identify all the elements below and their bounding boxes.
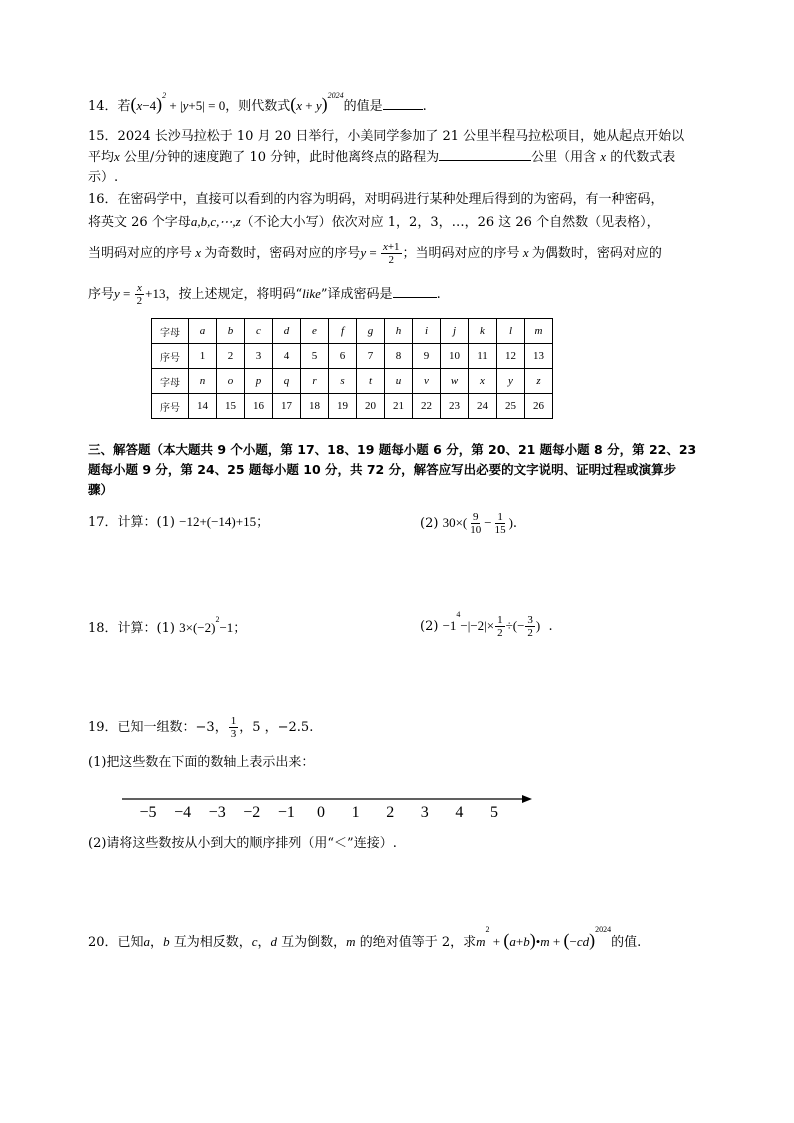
table-cell: g (357, 319, 385, 344)
table-cell: t (357, 369, 385, 394)
answer-blank[interactable] (439, 148, 531, 161)
table-cell: 16 (245, 394, 273, 419)
q14-suffix: 的值是 (343, 99, 383, 114)
tick-label: 0 (317, 804, 325, 821)
table-cell: o (217, 369, 245, 394)
table-cell: h (385, 319, 413, 344)
table-cell: r (301, 369, 329, 394)
q14-condition: $(x-4)^2 + |y+5| = 0$ (130, 91, 226, 114)
table-cell: 21 (385, 394, 413, 419)
table-cell: 9 (413, 344, 441, 369)
table-cell: 8 (385, 344, 413, 369)
tick-label: 2 (386, 804, 395, 821)
row-header: 字母 (152, 319, 189, 344)
table-cell: 6 (329, 344, 357, 369)
table-cell: 2 (217, 344, 245, 369)
cipher-table (151, 318, 553, 419)
table-cell: 3 (245, 344, 273, 369)
tick-label: 1 (351, 804, 360, 821)
table-cell: 15 (217, 394, 245, 419)
table-cell: 1 (189, 344, 217, 369)
plaintext-word: like (302, 286, 321, 301)
table-cell: f (329, 319, 357, 344)
question-18-part2: $(2) -1^4-|-2|\times$ $\frac{1}{2}$ ÷(− $\frac{3}{2}$ ) . (420, 610, 553, 639)
q17-expr-1: −12+(−14)+15 (179, 514, 257, 529)
table-cell: k (469, 319, 497, 344)
tick-label: −5 (139, 804, 157, 821)
table-cell: 14 (189, 394, 217, 419)
table-cell: e (301, 319, 329, 344)
table-cell: j (441, 319, 469, 344)
table-cell: 7 (357, 344, 385, 369)
question-17-part2: (2) 30×( $\frac{9}{10}$ − $\frac{1}{15}$ ). (420, 511, 518, 536)
table-cell: i (413, 319, 441, 344)
table-cell: u (385, 369, 413, 394)
table-cell: x (469, 369, 497, 394)
table-row (152, 369, 553, 394)
row-header: 序号 (152, 394, 189, 419)
table-cell: c (245, 319, 273, 344)
tick-label: 5 (490, 804, 498, 821)
table-cell: 11 (469, 344, 497, 369)
table-cell: 4 (273, 344, 301, 369)
table-cell: 24 (469, 394, 497, 419)
table-cell: l (497, 319, 525, 344)
table-cell: p (245, 369, 273, 394)
tick-label: −1 (277, 804, 295, 821)
table-cell: s (329, 369, 357, 394)
question-19: 19．已知一组数：−3， $\frac{1}{3}$ ，5 ，−2.5. (88, 715, 314, 740)
table-cell: 23 (441, 394, 469, 419)
q18-expr-1: 3×(−2) (179, 620, 216, 635)
table-cell: 17 (273, 394, 301, 419)
question-18: 18．计算：(1) $3\times(-2)^2-1$； (88, 615, 247, 636)
table-cell: z (525, 369, 553, 394)
answer-blank[interactable] (393, 285, 437, 298)
table-row (152, 344, 553, 369)
table-cell: y (497, 369, 525, 394)
table-cell: 12 (497, 344, 525, 369)
table-cell: a (189, 319, 217, 344)
question-16: 16．在密码学中，直接可以看到的内容为明码，对明码进行某种处理后得到的为密码，有一种密码， 将英文 26 个字母a,b,c,⋯,z（不论大小写）依次对应 1，2，3，…，26 这 26 个自然数（见表格）， 当明码对应的序号 x 为奇数时，密码对应的序号y = $\frac{x+1}{2}$ ；当明码对应的序号 x 为偶数时，密码对应的 序号y = $\frac{x}{2}$ +13，按上述规定，将明码“like”译成密码是 . (88, 192, 664, 307)
tick-label: −3 (208, 804, 226, 821)
table-cell: 25 (497, 394, 525, 419)
tick-label: −2 (243, 804, 261, 821)
table-cell: q (273, 369, 301, 394)
q19-part2: (2)请将这些数按从小到大的顺序排列（用“＜”连接）. (88, 836, 397, 851)
table-cell: 13 (525, 344, 553, 369)
question-20: 20．已知a，b 互为相反数，c，d 互为倒数，m 的绝对值等于 2，求$m^2$ + (a+b)•m + $(-cd)^{2024}$的值. (88, 925, 642, 950)
table-cell: w (441, 369, 469, 394)
fraction: $\frac{x+1}{2}$ (382, 241, 400, 266)
table-cell: 5 (301, 344, 329, 369)
table-cell: d (273, 319, 301, 344)
question-14: 14．若$(x-4)^2 + |y+5| = 0$，则代数式$(x + y)^{2024}$的值是 . (88, 91, 427, 114)
question-15: 15．2024 长沙马拉松于 10 月 20 日举行，小美同学参加了 21 公里半程马拉松项目，她从起点开始以 平均x 公里/分钟的速度跑了 10 分钟，此时他离终点的路程为 公里（用含 x 的代数式表 示）. (88, 129, 685, 185)
table-cell: b (217, 319, 245, 344)
tick-label: 3 (420, 804, 429, 821)
section-3-heading: 三、解答题（本大题共 9 个小题，第 17、18、19 题每小题 6 分，第 20、21 题每小题 8 分，第 22、23 题每小题 9 分，第 24、25 题每小题 10 分，共 72 分，解答应写出必要的文字说明、证明过程或演算步 骤） (88, 442, 697, 497)
table-row (152, 319, 553, 344)
table-cell: 10 (441, 344, 469, 369)
table-row (152, 394, 553, 419)
table-cell: v (413, 369, 441, 394)
tick-label: −4 (174, 804, 192, 821)
question-17: 17．计算：(1) −12+(−14)+15； (88, 514, 270, 530)
q14-prefix: 14．若 (88, 99, 131, 114)
q19-part1: (1)把这些数在下面的数轴上表示出来： (88, 755, 315, 770)
row-header: 字母 (152, 369, 189, 394)
fraction: $\frac{x}{2}$ (136, 282, 143, 307)
table-cell: 18 (301, 394, 329, 419)
table-cell: n (189, 369, 217, 394)
row-header: 序号 (152, 344, 189, 369)
table-cell: 20 (357, 394, 385, 419)
q14-expr: $(x + y)^{2024}$ (290, 91, 344, 114)
arrow-icon (522, 795, 532, 803)
table-cell: 22 (413, 394, 441, 419)
number-line (120, 792, 540, 826)
table-cell: m (525, 319, 553, 344)
answer-blank[interactable] (383, 97, 423, 110)
table-cell: 19 (329, 394, 357, 419)
table-cell: 26 (525, 394, 553, 419)
q14-mid: ，则代数式 (225, 99, 291, 114)
tick-label: 4 (455, 804, 464, 821)
